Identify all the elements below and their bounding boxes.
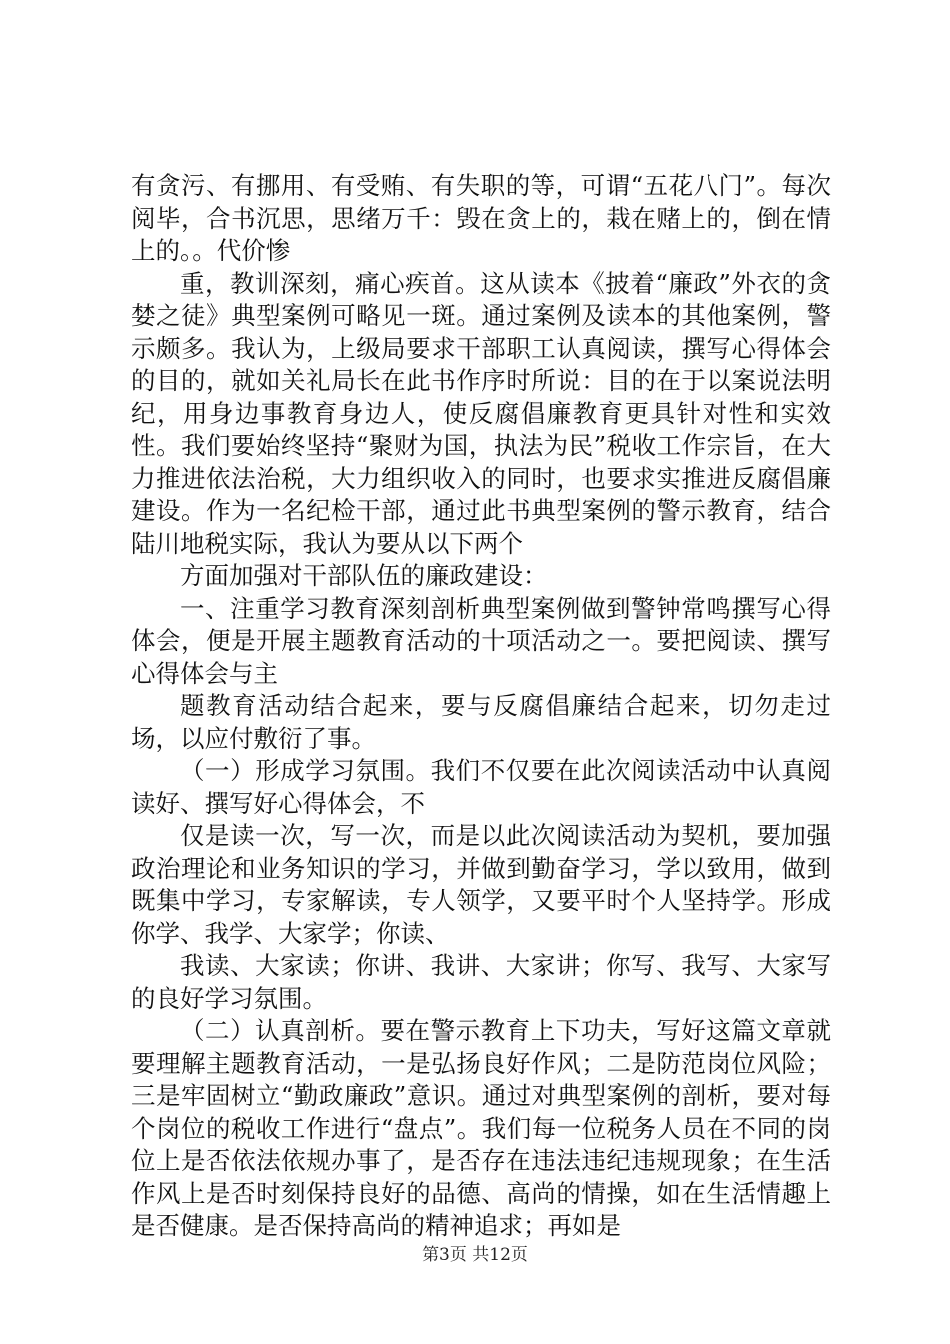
document-body — [131, 170, 831, 1243]
paragraph-2: 重，教训深刻，痛心疾首。这从读本《披着“廉政”外衣的贪婪之徒》典型案例可略见一斑。通过案例及读本的其他案例，警示颇多。我认为，上级局要求干部职工认真阅读，撰写心得体会的目的，就如关礼局长在此书作序时所说：目的在于以案说法明纪，用身边事教育身边人，使反腐倡廉教育更具针对性和实效性。我们要始终坚持“聚财为国，执法为民”税收工作宗旨，在大力推进依法治税，大力组织收入的同时，也要求实推进反腐倡廉建设。作为一名纪检干部，通过此书典型案例的警示教育，结合陆川地税实际，我认为要从以下两个 — [131, 268, 831, 558]
paragraph-8: 我读、大家读；你讲、我讲、大家讲；你写、我写、大家写的良好学习氛围。 — [131, 951, 831, 1013]
page-footer: 第3页 共12页 — [422, 1245, 528, 1265]
paragraph-5: 题教育活动结合起来，要与反腐倡廉结合起来，切勿走过场，以应付敷衍了事。 — [131, 691, 831, 753]
paragraph-1: 有贪污、有挪用、有受贿、有失职的等，可谓“五花八门”。每次阅毕，合书沉思，思绪万千：毁在贪上的，栽在赌上的，倒在情上的。。代价惨 — [131, 171, 831, 265]
paragraph-9: （二）认真剖析。要在警示教育上下功夫，写好这篇文章就要理解主题教育活动，一是弘扬良好作风；二是防范岗位风险；三是牢固树立“勤政廉政”意识。通过对典型案例的剖析，要对每个岗位的税收工作进行“盘点”。我们每一位税务人员在不同的岗位上是否依法依规办事了，是否存在违法违纪违规现象；在生活作风上是否时刻保持良好的品德、高尚的情操，如在生活情趣上是否健康。是否保持高尚的精神追求；再如是 — [131, 1016, 831, 1240]
paragraph-6: （一）形成学习氛围。我们不仅要在此次阅读活动中认真阅读好、撰写好心得体会，不 — [131, 756, 831, 818]
paragraph-7: 仅是读一次，写一次，而是以此次阅读活动为契机，要加强政治理论和业务知识的学习，并做到勤奋学习，学以致用，做到既集中学习，专家解读，专人领学，又要平时个人坚持学。形成你学、我学、大家学；你读、 — [131, 821, 831, 948]
paragraph-3: 方面加强对干部队伍的廉政建设： — [180, 561, 548, 590]
paragraph-4: 一、注重学习教育深刻剖析典型案例做到警钟常鸣撰写心得体会，便是开展主题教育活动的十项活动之一。要把阅读、撰写心得体会与主 — [131, 593, 831, 688]
